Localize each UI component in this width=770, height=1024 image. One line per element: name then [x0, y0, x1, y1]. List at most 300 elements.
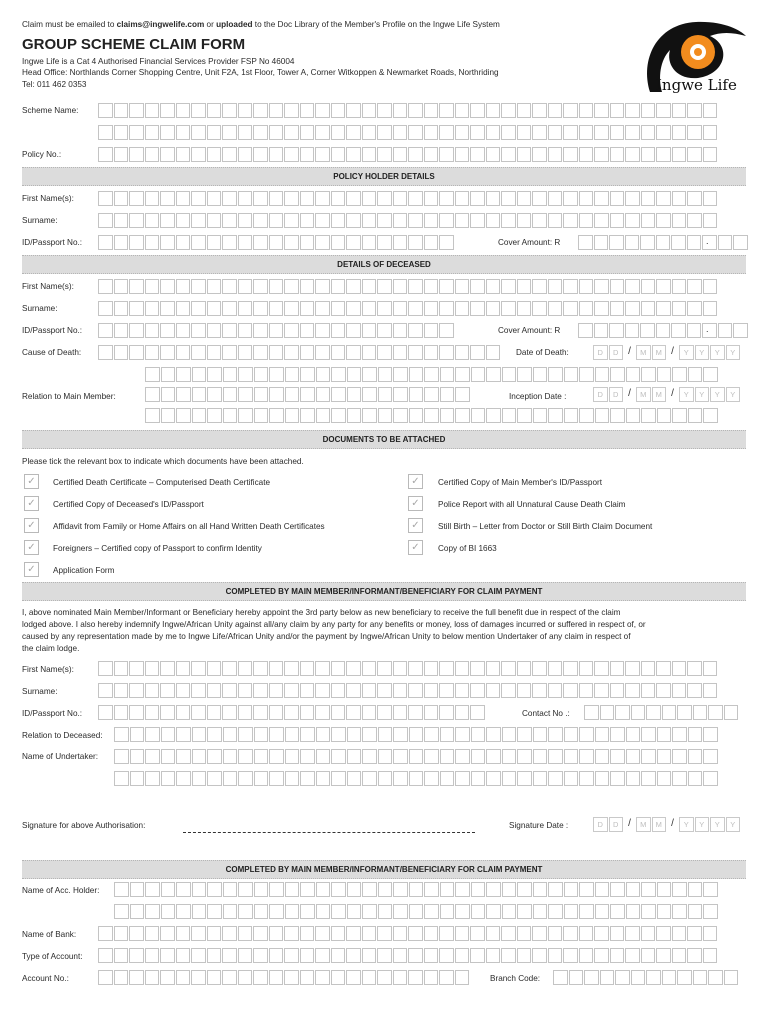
char-box[interactable] — [470, 125, 485, 140]
char-box[interactable] — [656, 191, 671, 206]
char-box[interactable] — [253, 970, 268, 985]
char-box[interactable] — [316, 882, 331, 897]
char-box[interactable] — [641, 301, 656, 316]
char-box[interactable] — [98, 191, 113, 206]
char-box[interactable] — [98, 125, 113, 140]
doc-checkbox-application-form[interactable]: ✓ — [24, 562, 39, 577]
char-box[interactable] — [130, 882, 145, 897]
char-box[interactable] — [207, 904, 222, 919]
char-box[interactable] — [378, 904, 393, 919]
char-box[interactable] — [114, 301, 129, 316]
char-box[interactable] — [346, 147, 361, 162]
char-box[interactable] — [424, 191, 439, 206]
char-box[interactable] — [346, 125, 361, 140]
char-box[interactable] — [284, 235, 299, 250]
char-box[interactable] — [362, 408, 377, 423]
char-box[interactable] — [362, 882, 377, 897]
char-box[interactable] — [646, 705, 661, 720]
char-box[interactable] — [300, 235, 315, 250]
char-box[interactable] — [656, 235, 671, 250]
char-box[interactable] — [409, 882, 424, 897]
date-of-death-boxes[interactable] — [593, 345, 741, 360]
char-box[interactable] — [114, 683, 129, 698]
char-box[interactable] — [191, 279, 206, 294]
char-box[interactable] — [733, 323, 748, 338]
char-box[interactable] — [269, 948, 284, 963]
char-box[interactable] — [129, 191, 144, 206]
char-box[interactable] — [455, 279, 470, 294]
date-digit-box[interactable]: D — [593, 387, 608, 402]
char-box[interactable] — [176, 705, 191, 720]
char-box[interactable] — [594, 948, 609, 963]
char-box[interactable] — [315, 948, 330, 963]
char-box[interactable] — [300, 771, 315, 786]
undertaker-boxes-2[interactable] — [114, 771, 719, 786]
char-box[interactable] — [671, 323, 686, 338]
char-box[interactable] — [687, 948, 702, 963]
char-box[interactable] — [409, 904, 424, 919]
char-box[interactable] — [625, 683, 640, 698]
char-box[interactable] — [377, 661, 392, 676]
char-box[interactable] — [424, 367, 439, 382]
char-box[interactable] — [703, 147, 718, 162]
char-box[interactable] — [222, 235, 237, 250]
char-box[interactable] — [347, 727, 362, 742]
char-box[interactable] — [253, 125, 268, 140]
char-box[interactable] — [641, 948, 656, 963]
char-box[interactable] — [377, 683, 392, 698]
char-box[interactable] — [408, 683, 423, 698]
char-box[interactable] — [517, 683, 532, 698]
char-box[interactable] — [548, 408, 563, 423]
char-box[interactable] — [471, 408, 486, 423]
date-digit-box[interactable]: Y — [710, 817, 725, 832]
char-box[interactable] — [192, 408, 207, 423]
char-box[interactable] — [315, 970, 330, 985]
char-box[interactable] — [285, 387, 300, 402]
char-box[interactable] — [377, 345, 392, 360]
char-box[interactable] — [269, 882, 284, 897]
char-box[interactable] — [222, 323, 237, 338]
char-box[interactable] — [223, 749, 238, 764]
char-box[interactable] — [440, 904, 455, 919]
doc-checkbox-affidavit[interactable]: ✓ — [24, 518, 39, 533]
char-box[interactable] — [145, 323, 160, 338]
char-box[interactable] — [254, 882, 269, 897]
char-box[interactable] — [393, 683, 408, 698]
char-box[interactable] — [207, 103, 222, 118]
char-box[interactable] — [688, 771, 703, 786]
char-box[interactable] — [238, 749, 253, 764]
char-box[interactable] — [486, 948, 501, 963]
char-box[interactable] — [662, 705, 677, 720]
char-box[interactable] — [657, 408, 672, 423]
char-box[interactable] — [223, 387, 238, 402]
char-box[interactable] — [161, 749, 176, 764]
char-box[interactable] — [222, 926, 237, 941]
char-box[interactable] — [584, 970, 599, 985]
char-box[interactable] — [222, 661, 237, 676]
char-box[interactable] — [269, 904, 284, 919]
char-box[interactable] — [269, 771, 284, 786]
char-box[interactable] — [687, 147, 702, 162]
char-box[interactable] — [625, 103, 640, 118]
char-box[interactable] — [533, 727, 548, 742]
char-box[interactable] — [656, 661, 671, 676]
char-box[interactable] — [269, 147, 284, 162]
char-box[interactable] — [563, 948, 578, 963]
char-box[interactable] — [192, 749, 207, 764]
char-box[interactable] — [641, 683, 656, 698]
char-box[interactable] — [192, 882, 207, 897]
char-box[interactable] — [300, 705, 315, 720]
char-box[interactable] — [284, 191, 299, 206]
char-box[interactable] — [285, 367, 300, 382]
char-box[interactable] — [439, 661, 454, 676]
char-box[interactable] — [532, 125, 547, 140]
char-box[interactable] — [300, 926, 315, 941]
char-box[interactable] — [207, 948, 222, 963]
char-box[interactable] — [191, 705, 206, 720]
char-box[interactable] — [579, 279, 594, 294]
date-digit-box[interactable]: Y — [695, 817, 710, 832]
char-box[interactable] — [98, 213, 113, 228]
char-box[interactable] — [455, 948, 470, 963]
char-box[interactable] — [238, 125, 253, 140]
char-box[interactable] — [300, 904, 315, 919]
char-box[interactable] — [615, 705, 630, 720]
char-box[interactable] — [471, 771, 486, 786]
char-box[interactable] — [532, 301, 547, 316]
char-box[interactable] — [579, 948, 594, 963]
char-box[interactable] — [393, 191, 408, 206]
char-box[interactable] — [161, 771, 176, 786]
char-box[interactable] — [222, 103, 237, 118]
char-box[interactable] — [176, 279, 191, 294]
char-box[interactable] — [145, 301, 160, 316]
char-box[interactable] — [253, 345, 268, 360]
char-box[interactable] — [486, 301, 501, 316]
char-box[interactable] — [486, 147, 501, 162]
char-box[interactable] — [284, 705, 299, 720]
char-box[interactable] — [548, 213, 563, 228]
char-box[interactable] — [98, 345, 113, 360]
char-box[interactable] — [331, 749, 346, 764]
scheme-name-boxes-2[interactable] — [98, 125, 718, 140]
char-box[interactable] — [253, 235, 268, 250]
char-box[interactable] — [300, 948, 315, 963]
char-box[interactable] — [223, 408, 238, 423]
char-box[interactable] — [160, 235, 175, 250]
char-box[interactable] — [269, 926, 284, 941]
char-box[interactable] — [192, 387, 207, 402]
char-box[interactable] — [393, 345, 408, 360]
char-box[interactable] — [269, 705, 284, 720]
char-box[interactable] — [114, 749, 129, 764]
char-box[interactable] — [517, 147, 532, 162]
char-box[interactable] — [346, 235, 361, 250]
char-box[interactable] — [222, 948, 237, 963]
char-box[interactable] — [130, 749, 145, 764]
ph-cover-boxes[interactable] — [578, 235, 749, 250]
char-box[interactable] — [362, 301, 377, 316]
char-box[interactable] — [595, 771, 610, 786]
char-box[interactable] — [424, 213, 439, 228]
char-box[interactable] — [254, 408, 269, 423]
char-box[interactable] — [207, 235, 222, 250]
char-box[interactable] — [223, 904, 238, 919]
char-box[interactable] — [300, 661, 315, 676]
char-box[interactable] — [533, 882, 548, 897]
char-box[interactable] — [439, 235, 454, 250]
char-box[interactable] — [145, 191, 160, 206]
char-box[interactable] — [409, 408, 424, 423]
char-box[interactable] — [285, 882, 300, 897]
char-box[interactable] — [284, 279, 299, 294]
char-box[interactable] — [285, 408, 300, 423]
char-box[interactable] — [470, 103, 485, 118]
char-box[interactable] — [579, 926, 594, 941]
policy-no-boxes[interactable] — [98, 147, 718, 162]
char-box[interactable] — [677, 970, 692, 985]
char-box[interactable] — [672, 103, 687, 118]
char-box[interactable] — [331, 926, 346, 941]
char-box[interactable] — [610, 661, 625, 676]
char-box[interactable] — [672, 882, 687, 897]
char-box[interactable] — [486, 213, 501, 228]
char-box[interactable] — [176, 970, 191, 985]
char-box[interactable] — [594, 301, 609, 316]
char-box[interactable] — [610, 213, 625, 228]
char-box[interactable] — [703, 661, 718, 676]
char-box[interactable] — [300, 345, 315, 360]
date-digit-box[interactable]: Y — [679, 817, 694, 832]
char-box[interactable] — [253, 191, 268, 206]
char-box[interactable] — [377, 213, 392, 228]
char-box[interactable] — [238, 387, 253, 402]
char-box[interactable] — [362, 749, 377, 764]
char-box[interactable] — [160, 147, 175, 162]
char-box[interactable] — [471, 882, 486, 897]
char-box[interactable] — [626, 882, 641, 897]
char-box[interactable] — [563, 213, 578, 228]
char-box[interactable] — [657, 727, 672, 742]
char-box[interactable] — [207, 191, 222, 206]
char-box[interactable] — [316, 408, 331, 423]
char-box[interactable] — [625, 323, 640, 338]
char-box[interactable] — [98, 235, 113, 250]
char-box[interactable] — [610, 191, 625, 206]
char-box[interactable] — [548, 749, 563, 764]
char-box[interactable] — [191, 301, 206, 316]
char-box[interactable] — [192, 727, 207, 742]
date-digit-box[interactable]: M — [652, 817, 667, 832]
char-box[interactable] — [176, 948, 191, 963]
dc-first-names-boxes[interactable] — [98, 279, 718, 294]
char-box[interactable] — [600, 970, 615, 985]
char-box[interactable] — [176, 771, 191, 786]
char-box[interactable] — [470, 279, 485, 294]
char-box[interactable] — [145, 749, 160, 764]
char-box[interactable] — [408, 103, 423, 118]
char-box[interactable] — [470, 345, 485, 360]
char-box[interactable] — [563, 191, 578, 206]
char-box[interactable] — [455, 727, 470, 742]
char-box[interactable] — [316, 367, 331, 382]
char-box[interactable] — [129, 345, 144, 360]
char-box[interactable] — [703, 904, 718, 919]
char-box[interactable] — [362, 705, 377, 720]
char-box[interactable] — [563, 683, 578, 698]
char-box[interactable] — [378, 771, 393, 786]
char-box[interactable] — [610, 904, 625, 919]
ph-surname-boxes[interactable] — [98, 213, 718, 228]
char-box[interactable] — [377, 235, 392, 250]
char-box[interactable] — [284, 970, 299, 985]
char-box[interactable] — [656, 279, 671, 294]
char-box[interactable] — [486, 683, 501, 698]
char-box[interactable] — [378, 408, 393, 423]
char-box[interactable] — [331, 948, 346, 963]
char-box[interactable] — [656, 323, 671, 338]
char-box[interactable] — [672, 926, 687, 941]
char-box[interactable] — [129, 683, 144, 698]
char-box[interactable] — [548, 301, 563, 316]
char-box[interactable] — [517, 948, 532, 963]
date-digit-box[interactable]: Y — [710, 387, 725, 402]
branch-code-boxes[interactable] — [553, 970, 739, 985]
char-box[interactable] — [657, 749, 672, 764]
char-box[interactable] — [439, 683, 454, 698]
char-box[interactable] — [300, 727, 315, 742]
char-box[interactable] — [161, 882, 176, 897]
char-box[interactable] — [393, 213, 408, 228]
char-box[interactable] — [718, 235, 733, 250]
char-box[interactable] — [672, 367, 687, 382]
char-box[interactable] — [563, 103, 578, 118]
char-box[interactable] — [269, 367, 284, 382]
char-box[interactable] — [315, 235, 330, 250]
char-box[interactable] — [222, 279, 237, 294]
char-box[interactable] — [656, 213, 671, 228]
char-box[interactable] — [346, 970, 361, 985]
char-box[interactable] — [315, 103, 330, 118]
char-box[interactable] — [470, 705, 485, 720]
date-digit-box[interactable]: Y — [726, 817, 741, 832]
char-box[interactable] — [517, 904, 532, 919]
char-box[interactable] — [300, 683, 315, 698]
char-box[interactable] — [408, 235, 423, 250]
char-box[interactable] — [176, 683, 191, 698]
char-box[interactable] — [238, 926, 253, 941]
char-box[interactable] — [331, 904, 346, 919]
char-box[interactable] — [393, 705, 408, 720]
char-box[interactable] — [703, 771, 718, 786]
char-box[interactable] — [98, 147, 113, 162]
char-box[interactable] — [129, 103, 144, 118]
char-box[interactable] — [440, 408, 455, 423]
char-box[interactable] — [455, 103, 470, 118]
char-box[interactable] — [424, 301, 439, 316]
char-box[interactable] — [238, 345, 253, 360]
char-box[interactable] — [362, 191, 377, 206]
char-box[interactable] — [471, 904, 486, 919]
char-box[interactable] — [646, 970, 661, 985]
char-box[interactable] — [455, 213, 470, 228]
char-box[interactable] — [160, 948, 175, 963]
char-box[interactable] — [160, 926, 175, 941]
char-box[interactable] — [129, 235, 144, 250]
char-box[interactable] — [300, 408, 315, 423]
char-box[interactable] — [631, 970, 646, 985]
char-box[interactable] — [672, 727, 687, 742]
char-box[interactable] — [284, 147, 299, 162]
char-box[interactable] — [502, 771, 517, 786]
signature-date-boxes[interactable] — [593, 817, 741, 832]
char-box[interactable] — [408, 970, 423, 985]
char-box[interactable] — [114, 661, 129, 676]
char-box[interactable] — [641, 103, 656, 118]
char-box[interactable] — [222, 213, 237, 228]
char-box[interactable] — [703, 926, 718, 941]
char-box[interactable] — [377, 147, 392, 162]
char-box[interactable] — [207, 727, 222, 742]
char-box[interactable] — [687, 683, 702, 698]
char-box[interactable] — [610, 408, 625, 423]
char-box[interactable] — [517, 279, 532, 294]
doc-checkbox-bi-1663[interactable]: ✓ — [408, 540, 423, 555]
doc-checkbox-foreigners[interactable]: ✓ — [24, 540, 39, 555]
char-box[interactable] — [114, 882, 129, 897]
dc-cover-boxes[interactable] — [578, 323, 749, 338]
char-box[interactable] — [672, 661, 687, 676]
char-box[interactable] — [594, 279, 609, 294]
char-box[interactable] — [145, 103, 160, 118]
char-box[interactable] — [253, 926, 268, 941]
char-box[interactable] — [145, 367, 160, 382]
char-box[interactable] — [564, 904, 579, 919]
char-box[interactable] — [594, 191, 609, 206]
char-box[interactable] — [331, 661, 346, 676]
char-box[interactable] — [254, 771, 269, 786]
char-box[interactable] — [176, 323, 191, 338]
char-box[interactable] — [207, 882, 222, 897]
char-box[interactable] — [393, 367, 408, 382]
char-box[interactable] — [377, 103, 392, 118]
char-box[interactable] — [238, 705, 253, 720]
char-box[interactable] — [594, 147, 609, 162]
char-box[interactable] — [331, 727, 346, 742]
date-digit-box[interactable]: Y — [695, 387, 710, 402]
char-box[interactable] — [331, 191, 346, 206]
char-box[interactable] — [331, 771, 346, 786]
char-box[interactable] — [656, 103, 671, 118]
char-box[interactable] — [579, 125, 594, 140]
char-box[interactable] — [238, 191, 253, 206]
char-box[interactable] — [253, 103, 268, 118]
char-box[interactable] — [130, 771, 145, 786]
char-box[interactable] — [238, 323, 253, 338]
char-box[interactable] — [408, 191, 423, 206]
char-box[interactable] — [548, 103, 563, 118]
char-box[interactable] — [238, 147, 253, 162]
char-box[interactable] — [176, 904, 191, 919]
char-box[interactable] — [377, 948, 392, 963]
char-box[interactable] — [517, 367, 532, 382]
char-box[interactable] — [378, 387, 393, 402]
char-box[interactable] — [207, 683, 222, 698]
char-box[interactable] — [409, 367, 424, 382]
